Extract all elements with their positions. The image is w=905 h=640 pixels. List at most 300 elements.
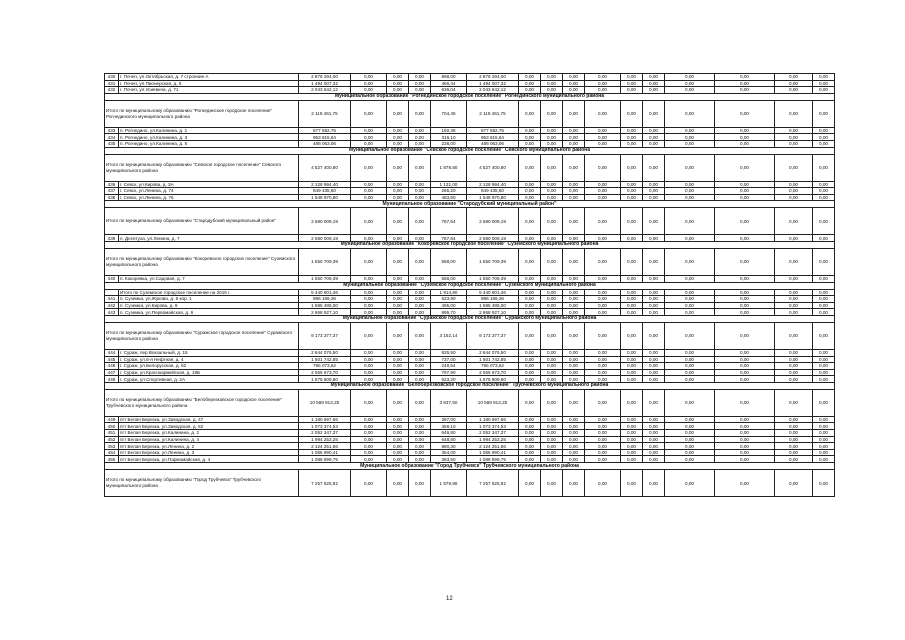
table-row xyxy=(105,349,835,356)
value-cell: 0,00 xyxy=(519,470,541,497)
value-cell: 0,00 xyxy=(519,322,541,349)
value-cell: 0,00 xyxy=(813,248,835,275)
value-cell: 4 527 400,80 xyxy=(467,154,519,181)
value-cell: 0,00 xyxy=(621,100,643,127)
row-number: 445 xyxy=(105,356,119,363)
value-cell: 0,00 xyxy=(541,127,563,134)
value-cell: 0,00 xyxy=(519,356,541,363)
table-row xyxy=(105,436,835,443)
address-cell: п. Суземка, ул.Первомайская, д. 6 xyxy=(119,309,299,316)
value-cell: 0,00 xyxy=(563,208,585,235)
value-cell: 0,00 xyxy=(519,376,541,383)
value-cell: 880,30 xyxy=(431,443,467,450)
value-cell: 0,00 xyxy=(351,356,387,363)
table-row xyxy=(105,127,835,134)
value-cell: 2 119 461,75 xyxy=(467,100,519,127)
value-cell: 0,00 xyxy=(775,235,813,242)
row-number: 447 xyxy=(105,369,119,376)
address-cell: г. Севск, ул.Ленина, д. 74 xyxy=(119,188,299,195)
value-cell: 0,00 xyxy=(585,248,621,275)
value-cell: 0,00 xyxy=(387,248,409,275)
value-cell: 0,00 xyxy=(541,389,563,416)
value-cell: 1 548 970,80 xyxy=(299,194,351,201)
value-cell: 0,00 xyxy=(409,235,431,242)
value-cell: 0,00 xyxy=(563,289,585,296)
section-header-row xyxy=(105,201,835,208)
value-cell: 0,00 xyxy=(541,449,563,456)
value-cell: 488 063,06 xyxy=(467,140,519,147)
value-cell: 1 585 485,00 xyxy=(299,302,351,309)
value-cell: 0,00 xyxy=(643,188,665,195)
value-cell: 4 527 400,80 xyxy=(299,154,351,181)
value-cell: 0,00 xyxy=(409,181,431,188)
address-cell: г. Сураж, ул.Спортивная, д. 2А xyxy=(119,376,299,383)
value-cell: 0,00 xyxy=(387,80,409,87)
value-cell: 0,00 xyxy=(775,449,813,456)
value-cell: 0,00 xyxy=(643,436,665,443)
value-cell: 2 043 642,12 xyxy=(467,87,519,94)
value-cell: 1 131,00 xyxy=(431,181,467,188)
value-cell: 0,00 xyxy=(665,443,715,450)
value-cell: 150,36 xyxy=(431,127,467,134)
section-title: Муниципальное образование "Суражское городское поселение" Суражского муниципального района xyxy=(105,315,835,322)
table-row xyxy=(105,289,835,296)
value-cell: 0,00 xyxy=(585,302,621,309)
row-number: 444 xyxy=(105,349,119,356)
value-cell: 0,00 xyxy=(813,154,835,181)
value-cell: 0,00 xyxy=(775,154,813,181)
value-cell: 0,00 xyxy=(813,181,835,188)
value-cell: 0,00 xyxy=(585,443,621,450)
value-cell: 0,00 xyxy=(541,309,563,316)
value-cell: 0,00 xyxy=(409,188,431,195)
value-cell: 0,00 xyxy=(563,140,585,147)
value-cell: 0,00 xyxy=(563,430,585,437)
value-cell: 0,00 xyxy=(563,443,585,450)
value-cell: 0,00 xyxy=(813,194,835,201)
total-label: Итого по муниципальному образованию "Город Трубчевск" Трубчевского муниципального района xyxy=(105,470,299,497)
section-title: Муниципальное образование "Рогнединское городское поселение" Рогнединского муниципального района xyxy=(105,93,835,100)
value-cell: 0,00 xyxy=(351,322,387,349)
table-row xyxy=(105,423,835,430)
value-cell: 0,00 xyxy=(813,443,835,450)
table-row xyxy=(105,235,835,242)
value-cell: 0,00 xyxy=(715,456,775,463)
value-cell: 0,00 xyxy=(541,296,563,303)
value-cell: 1 548 970,80 xyxy=(467,194,519,201)
value-cell: 0,00 xyxy=(643,235,665,242)
value-cell: 0,00 xyxy=(775,349,813,356)
value-cell: 3 152,14 xyxy=(431,322,467,349)
value-cell: 0,00 xyxy=(351,449,387,456)
value-cell: 0,00 xyxy=(813,296,835,303)
value-cell: 359,10 xyxy=(431,423,467,430)
value-cell: 0,00 xyxy=(621,80,643,87)
value-cell: 0,00 xyxy=(775,248,813,275)
value-cell: 1 088 899,75 xyxy=(299,456,351,463)
value-cell: 0,00 xyxy=(563,456,585,463)
value-cell: 0,00 xyxy=(585,470,621,497)
value-cell: 648,80 xyxy=(431,436,467,443)
value-cell: 0,00 xyxy=(585,154,621,181)
value-cell: 0,00 xyxy=(813,80,835,87)
value-cell: 0,00 xyxy=(519,127,541,134)
value-cell: 0,00 xyxy=(643,322,665,349)
value-cell: 0,00 xyxy=(351,302,387,309)
value-cell: 0,00 xyxy=(621,470,643,497)
value-cell: 0,00 xyxy=(775,363,813,370)
value-cell: 0,00 xyxy=(715,80,775,87)
value-cell: 0,00 xyxy=(541,80,563,87)
value-cell: 0,00 xyxy=(621,430,643,437)
value-cell: 0,00 xyxy=(643,423,665,430)
value-cell: 0,00 xyxy=(621,416,643,423)
value-cell: 0,00 xyxy=(665,235,715,242)
value-cell: 2 580 009,19 xyxy=(467,208,519,235)
value-cell: 2 124 251,86 xyxy=(299,443,351,450)
value-cell: 0,00 xyxy=(643,127,665,134)
value-cell: 0,00 xyxy=(715,443,775,450)
value-cell: 0,00 xyxy=(643,456,665,463)
row-number: 448 xyxy=(105,376,119,383)
value-cell: 0,00 xyxy=(351,74,387,81)
value-cell: 0,00 xyxy=(813,188,835,195)
value-cell: 0,00 xyxy=(775,309,813,316)
value-cell: 0,00 xyxy=(715,296,775,303)
value-cell: 0,00 xyxy=(541,349,563,356)
table-row xyxy=(105,188,835,195)
value-cell: 0,00 xyxy=(519,309,541,316)
value-cell: 0,00 xyxy=(351,235,387,242)
table-row xyxy=(105,449,835,456)
value-cell: 767,64 xyxy=(431,208,467,235)
value-cell: 0,00 xyxy=(563,423,585,430)
value-cell: 0,00 xyxy=(621,376,643,383)
value-cell: 0,00 xyxy=(813,322,835,349)
value-cell: 556,00 xyxy=(431,275,467,282)
value-cell: 0,00 xyxy=(387,181,409,188)
value-cell: 0,00 xyxy=(519,235,541,242)
value-cell: 0,00 xyxy=(541,416,563,423)
value-cell: 0,00 xyxy=(643,470,665,497)
total-label: Итого по муниципальному образованию "Кокоревское городское поселение" Суземского муниципального района xyxy=(105,248,299,275)
value-cell: 556,00 xyxy=(431,248,467,275)
value-cell: 0,00 xyxy=(643,349,665,356)
value-cell: 0,00 xyxy=(585,416,621,423)
value-cell: 0,00 xyxy=(621,140,643,147)
value-cell: 5 440 601,46 xyxy=(467,289,519,296)
value-cell: 0,00 xyxy=(621,443,643,450)
address-cell: г. Почеп, ул.Пионерская, д. 6 xyxy=(119,80,299,87)
value-cell: 0,00 xyxy=(541,302,563,309)
value-cell: 704,45 xyxy=(431,100,467,127)
value-cell: 9 173 377,37 xyxy=(299,322,351,349)
value-cell: 0,00 xyxy=(813,87,835,94)
value-cell: 898,00 xyxy=(431,74,467,81)
value-cell: 1 180 697,66 xyxy=(299,416,351,423)
value-cell: 0,00 xyxy=(643,430,665,437)
value-cell: 0,00 xyxy=(387,140,409,147)
value-cell: 2 644 076,50 xyxy=(467,349,519,356)
value-cell: 0,00 xyxy=(409,363,431,370)
value-cell: 0,00 xyxy=(665,302,715,309)
value-cell: 0,00 xyxy=(813,449,835,456)
value-cell: 0,00 xyxy=(585,376,621,383)
value-cell: 265,20 xyxy=(431,188,467,195)
value-cell: 0,00 xyxy=(715,154,775,181)
value-cell: 0,00 xyxy=(621,194,643,201)
value-cell: 0,00 xyxy=(665,436,715,443)
value-cell: 0,00 xyxy=(643,416,665,423)
address-cell: п. Десятуха, ул.Ленина, д. 7 xyxy=(119,235,299,242)
value-cell: 986 189,36 xyxy=(467,296,519,303)
total-label: Итого по муниципальному образованию "Стародубский муниципальный район" xyxy=(105,208,299,235)
table-row xyxy=(105,302,835,309)
row-number: 430 xyxy=(105,74,119,81)
value-cell: 0,00 xyxy=(621,181,643,188)
value-cell: 0,00 xyxy=(621,449,643,456)
value-cell: 0,00 xyxy=(351,188,387,195)
section-header-row xyxy=(105,315,835,322)
value-cell: 796 073,62 xyxy=(299,363,351,370)
value-cell: 0,00 xyxy=(813,275,835,282)
value-cell: 0,00 xyxy=(351,208,387,235)
value-cell: 0,00 xyxy=(409,275,431,282)
value-cell: 0,00 xyxy=(621,248,643,275)
row-number: 435 xyxy=(105,140,119,147)
value-cell: 0,00 xyxy=(775,356,813,363)
section-header-row xyxy=(105,147,835,154)
value-cell: 0,00 xyxy=(665,275,715,282)
value-cell: 0,00 xyxy=(621,309,643,316)
value-cell: 0,00 xyxy=(715,322,775,349)
value-cell: 0,00 xyxy=(665,140,715,147)
table-row xyxy=(105,376,835,383)
value-cell: 0,00 xyxy=(585,87,621,94)
table-row xyxy=(105,309,835,316)
value-cell: 0,00 xyxy=(643,296,665,303)
row-number: 452 xyxy=(105,436,119,443)
value-cell: 0,00 xyxy=(541,470,563,497)
value-cell: 2 876 294,00 xyxy=(299,74,351,81)
value-cell: 0,00 xyxy=(585,296,621,303)
value-cell: 0,00 xyxy=(585,456,621,463)
value-cell: 0,00 xyxy=(351,349,387,356)
value-cell: 953 815,94 xyxy=(299,134,351,141)
value-cell: 0,00 xyxy=(409,134,431,141)
value-cell: 0,00 xyxy=(563,309,585,316)
value-cell: 1 550 709,39 xyxy=(299,248,351,275)
value-cell: 0,00 xyxy=(387,188,409,195)
total-row xyxy=(105,389,835,416)
value-cell: 0,00 xyxy=(621,208,643,235)
value-cell: 0,00 xyxy=(541,134,563,141)
table-row xyxy=(105,296,835,303)
table-row xyxy=(105,363,835,370)
value-cell: 0,00 xyxy=(775,443,813,450)
value-cell: 0,00 xyxy=(387,369,409,376)
value-cell: 0,00 xyxy=(621,322,643,349)
value-cell: 0,00 xyxy=(715,181,775,188)
value-cell: 0,00 xyxy=(585,74,621,81)
value-cell: 0,00 xyxy=(715,436,775,443)
value-cell: 1 579,96 xyxy=(431,470,467,497)
value-cell: 0,00 xyxy=(519,302,541,309)
value-cell: 1 675 809,60 xyxy=(467,376,519,383)
value-cell: 483,60 xyxy=(431,194,467,201)
value-cell: 1 501 742,85 xyxy=(467,356,519,363)
value-cell: 0,00 xyxy=(585,100,621,127)
value-cell: 0,00 xyxy=(585,134,621,141)
value-cell: 0,00 xyxy=(519,80,541,87)
value-cell: 0,00 xyxy=(409,389,431,416)
value-cell: 0,00 xyxy=(813,134,835,141)
address-cell: г. Сураж, ул.6-я Нефтная, д. 4 xyxy=(119,356,299,363)
value-cell: 0,00 xyxy=(621,302,643,309)
section-title: Муниципальное образование "Стародубский муниципальный район" xyxy=(105,201,835,208)
address-cell: г. Севск, ул.Ленина, д. 76 xyxy=(119,194,299,201)
section-header-row xyxy=(105,282,835,289)
value-cell: 646,80 xyxy=(431,430,467,437)
value-cell: 0,00 xyxy=(351,376,387,383)
table-row xyxy=(105,456,835,463)
value-cell: 0,00 xyxy=(541,181,563,188)
section-header-row xyxy=(105,241,835,248)
value-cell: 636,04 xyxy=(431,87,467,94)
document-page xyxy=(104,73,834,497)
value-cell: 383,50 xyxy=(431,456,467,463)
value-cell: 0,00 xyxy=(409,470,431,497)
value-cell: 0,00 xyxy=(387,87,409,94)
value-cell: 0,00 xyxy=(409,456,431,463)
value-cell: 0,00 xyxy=(351,87,387,94)
value-cell: 0,00 xyxy=(519,181,541,188)
value-cell: 0,00 xyxy=(715,140,775,147)
value-cell: 0,00 xyxy=(643,443,665,450)
value-cell: 0,00 xyxy=(775,208,813,235)
value-cell: 1 494 007,32 xyxy=(467,80,519,87)
value-cell: 0,00 xyxy=(621,289,643,296)
value-cell: 0,00 xyxy=(665,80,715,87)
value-cell: 0,00 xyxy=(541,208,563,235)
value-cell: 0,00 xyxy=(409,140,431,147)
value-cell: 0,00 xyxy=(409,296,431,303)
row-number: 454 xyxy=(105,449,119,456)
value-cell: 0,00 xyxy=(643,356,665,363)
total-label: Итого по муниципальному образованию "Суражское городское поселение" Суражского муниципального района xyxy=(105,322,299,349)
value-cell: 488 063,06 xyxy=(299,140,351,147)
value-cell: 0,00 xyxy=(665,248,715,275)
value-cell: 0,00 xyxy=(387,430,409,437)
value-cell: 0,00 xyxy=(563,188,585,195)
value-cell: 0,00 xyxy=(387,389,409,416)
value-cell: 0,00 xyxy=(351,275,387,282)
table-row xyxy=(105,430,835,437)
value-cell: 2 555 673,70 xyxy=(467,369,519,376)
value-cell: 0,00 xyxy=(715,134,775,141)
value-cell: 0,00 xyxy=(813,423,835,430)
value-cell: 2 580 009,19 xyxy=(299,208,351,235)
value-cell: 0,00 xyxy=(541,443,563,450)
section-title: Муниципальное образование "Кокоревское городское поселение" Суземского муниципального района xyxy=(105,241,835,248)
value-cell: 767,64 xyxy=(431,235,467,242)
value-cell: 1 994 252,25 xyxy=(299,436,351,443)
value-cell: 10 569 813,25 xyxy=(299,389,351,416)
value-cell: 0,00 xyxy=(409,154,431,181)
value-cell: 0,00 xyxy=(541,322,563,349)
table-row xyxy=(105,194,835,201)
address-cell: г. Севск, ул.Кирова, д. 3А xyxy=(119,181,299,188)
address-cell: п. Суземка, ул.Кирова, д. 9 xyxy=(119,302,299,309)
value-cell: 0,00 xyxy=(409,74,431,81)
value-cell: 0,00 xyxy=(585,349,621,356)
value-cell: 0,00 xyxy=(643,154,665,181)
table-row xyxy=(105,416,835,423)
value-cell: 0,00 xyxy=(563,74,585,81)
value-cell: 0,00 xyxy=(813,356,835,363)
value-cell: 0,00 xyxy=(387,235,409,242)
total-row xyxy=(105,154,835,181)
value-cell: 0,00 xyxy=(409,289,431,296)
value-cell: 7 257 625,82 xyxy=(467,470,519,497)
value-cell: 0,00 xyxy=(519,456,541,463)
address-cell: пгт Белая Березка, ул.Ленина, д. 3 xyxy=(119,449,299,456)
value-cell: 0,00 xyxy=(519,289,541,296)
table-body xyxy=(105,74,835,497)
value-cell: 0,00 xyxy=(519,430,541,437)
value-cell: 0,00 xyxy=(541,356,563,363)
value-cell: 0,00 xyxy=(715,363,775,370)
value-cell: 0,00 xyxy=(665,134,715,141)
value-cell: 0,00 xyxy=(351,309,387,316)
value-cell: 0,00 xyxy=(643,289,665,296)
value-cell: 0,00 xyxy=(563,389,585,416)
value-cell: 0,00 xyxy=(519,416,541,423)
value-cell: 0,00 xyxy=(387,194,409,201)
row-number: 449 xyxy=(105,416,119,423)
value-cell: 0,00 xyxy=(409,248,431,275)
value-cell: 0,00 xyxy=(585,369,621,376)
value-cell: 0,00 xyxy=(585,275,621,282)
address-cell: пгт Белая Березка, ул.Заводская, д. 52 xyxy=(119,423,299,430)
value-cell: 0,00 xyxy=(409,194,431,201)
value-cell: 0,00 xyxy=(563,349,585,356)
value-cell: 0,00 xyxy=(665,363,715,370)
value-cell: 0,00 xyxy=(643,389,665,416)
value-cell: 0,00 xyxy=(621,356,643,363)
value-cell: 0,00 xyxy=(351,436,387,443)
value-cell: 238,00 xyxy=(431,140,467,147)
value-cell: 0,00 xyxy=(775,376,813,383)
value-cell: 0,00 xyxy=(351,443,387,450)
value-cell: 2 876 294,00 xyxy=(467,74,519,81)
value-cell: 0,00 xyxy=(351,248,387,275)
value-cell: 0,00 xyxy=(409,430,431,437)
value-cell: 0,00 xyxy=(409,100,431,127)
value-cell: 0,00 xyxy=(409,349,431,356)
value-cell: 737,00 xyxy=(431,356,467,363)
value-cell: 0,00 xyxy=(585,127,621,134)
value-cell: 0,00 xyxy=(409,302,431,309)
value-cell: 0,00 xyxy=(665,470,715,497)
value-cell: 0,00 xyxy=(387,275,409,282)
value-cell: 0,00 xyxy=(541,100,563,127)
value-cell: 0,00 xyxy=(715,470,775,497)
address-cell: п. Рогнедино, ул.Калинина, д. 3 xyxy=(119,134,299,141)
value-cell: 0,00 xyxy=(519,389,541,416)
table-row xyxy=(105,369,835,376)
value-cell: 0,00 xyxy=(643,181,665,188)
